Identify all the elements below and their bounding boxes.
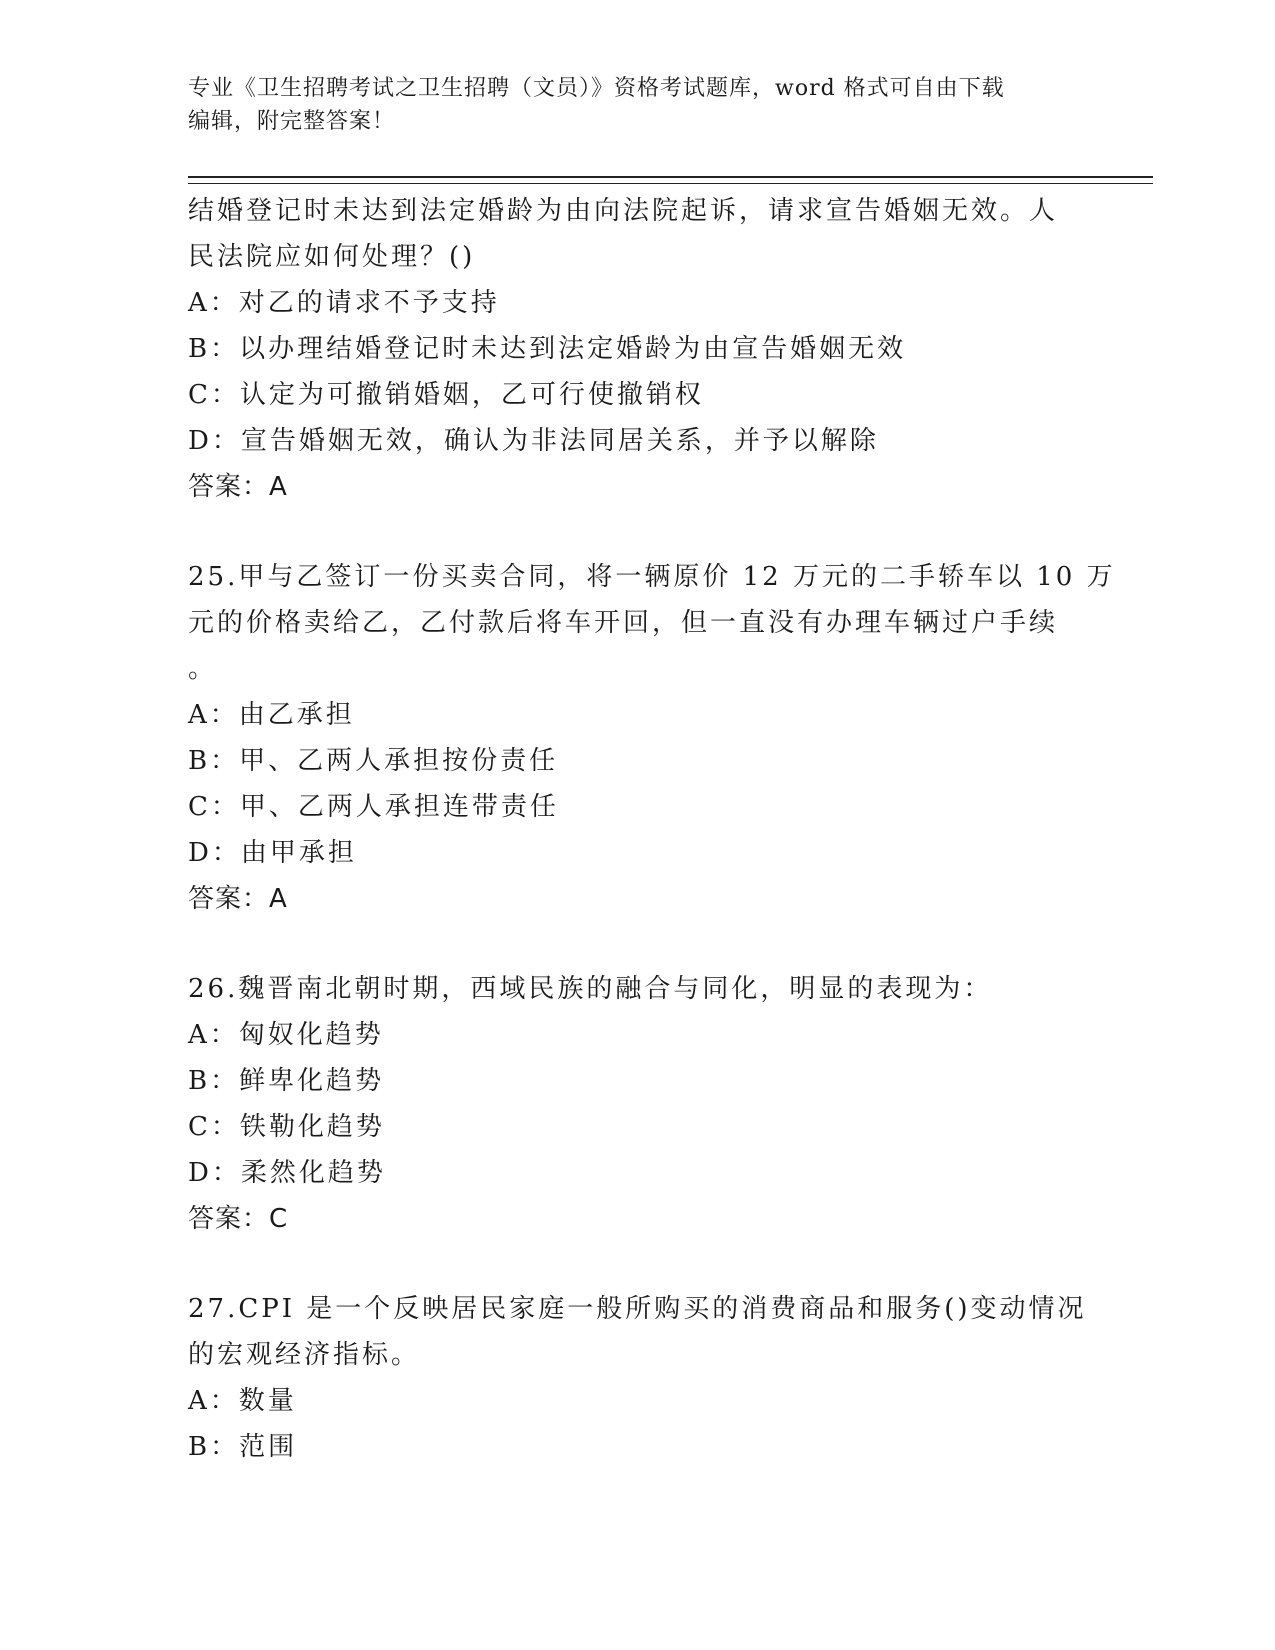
spacer — [188, 1242, 1088, 1286]
option-b: B：以办理结婚登记时未达到法定婚龄为由宣告婚姻无效 — [188, 334, 907, 364]
option-d: D：柔然化趋势 — [188, 1158, 386, 1188]
option-a: A：数量 — [188, 1386, 297, 1416]
question-stem-line: 27.CPI 是一个反映居民家庭一般所购买的消费商品和服务()变动情况 — [188, 1294, 1087, 1324]
question-24 — [188, 188, 1088, 510]
option-c: C：认定为可撤销婚姻，乙可行使撤销权 — [188, 380, 704, 410]
question-stem-line: 民法院应如何处理？() — [188, 242, 476, 272]
question-stem-line: 元的价格卖给乙，乙付款后将车开回，但一直没有办理车辆过户手续 — [188, 608, 1059, 638]
header-divider-thick — [188, 176, 1153, 178]
option-b: B：范围 — [188, 1432, 298, 1462]
option-c: C：甲、乙两人承担连带责任 — [188, 792, 559, 822]
question-25 — [188, 554, 1116, 922]
document-header — [188, 72, 1088, 138]
option-a: A：匈奴化趋势 — [188, 1020, 384, 1050]
question-26 — [188, 966, 1088, 1242]
answer-line: 答案：C — [188, 1204, 289, 1234]
header-divider-thin — [188, 183, 1153, 184]
option-d: D：宣告婚姻无效，确认为非法同居关系，并予以解除 — [188, 426, 879, 456]
question-stem-line: 。 — [188, 654, 218, 684]
question-stem-line: 的宏观经济指标。 — [188, 1340, 421, 1370]
option-b: B：甲、乙两人承担按份责任 — [188, 746, 559, 776]
question-stem-line: 25.甲与乙签订一份买卖合同，将一辆原价 12 万元的二手轿车以 10 万 — [188, 562, 1116, 592]
question-stem-line: 结婚登记时未达到法定婚龄为由向法院起诉，请求宣告婚姻无效。人 — [188, 196, 1059, 226]
question-27 — [188, 1286, 1088, 1470]
option-d: D：由甲承担 — [188, 838, 357, 868]
header-line-1: 专业《卫生招聘考试之卫生招聘（文员）》资格考试题库，word 格式可自由下载 — [188, 76, 1005, 101]
header-line-2: 编辑，附完整答案！ — [188, 109, 396, 134]
spacer — [188, 922, 1088, 966]
option-b: B：鲜卑化趋势 — [188, 1066, 385, 1096]
question-stem-line: 26.魏晋南北朝时期，西域民族的融合与同化，明显的表现为： — [188, 974, 993, 1004]
answer-line: 答案：A — [188, 472, 288, 502]
question-list — [188, 188, 1116, 1470]
option-a: A：对乙的请求不予支持 — [188, 288, 500, 318]
answer-line: 答案：A — [188, 884, 288, 914]
spacer — [188, 510, 1088, 554]
option-c: C：铁勒化趋势 — [188, 1112, 385, 1142]
option-a: A：由乙承担 — [188, 700, 355, 730]
